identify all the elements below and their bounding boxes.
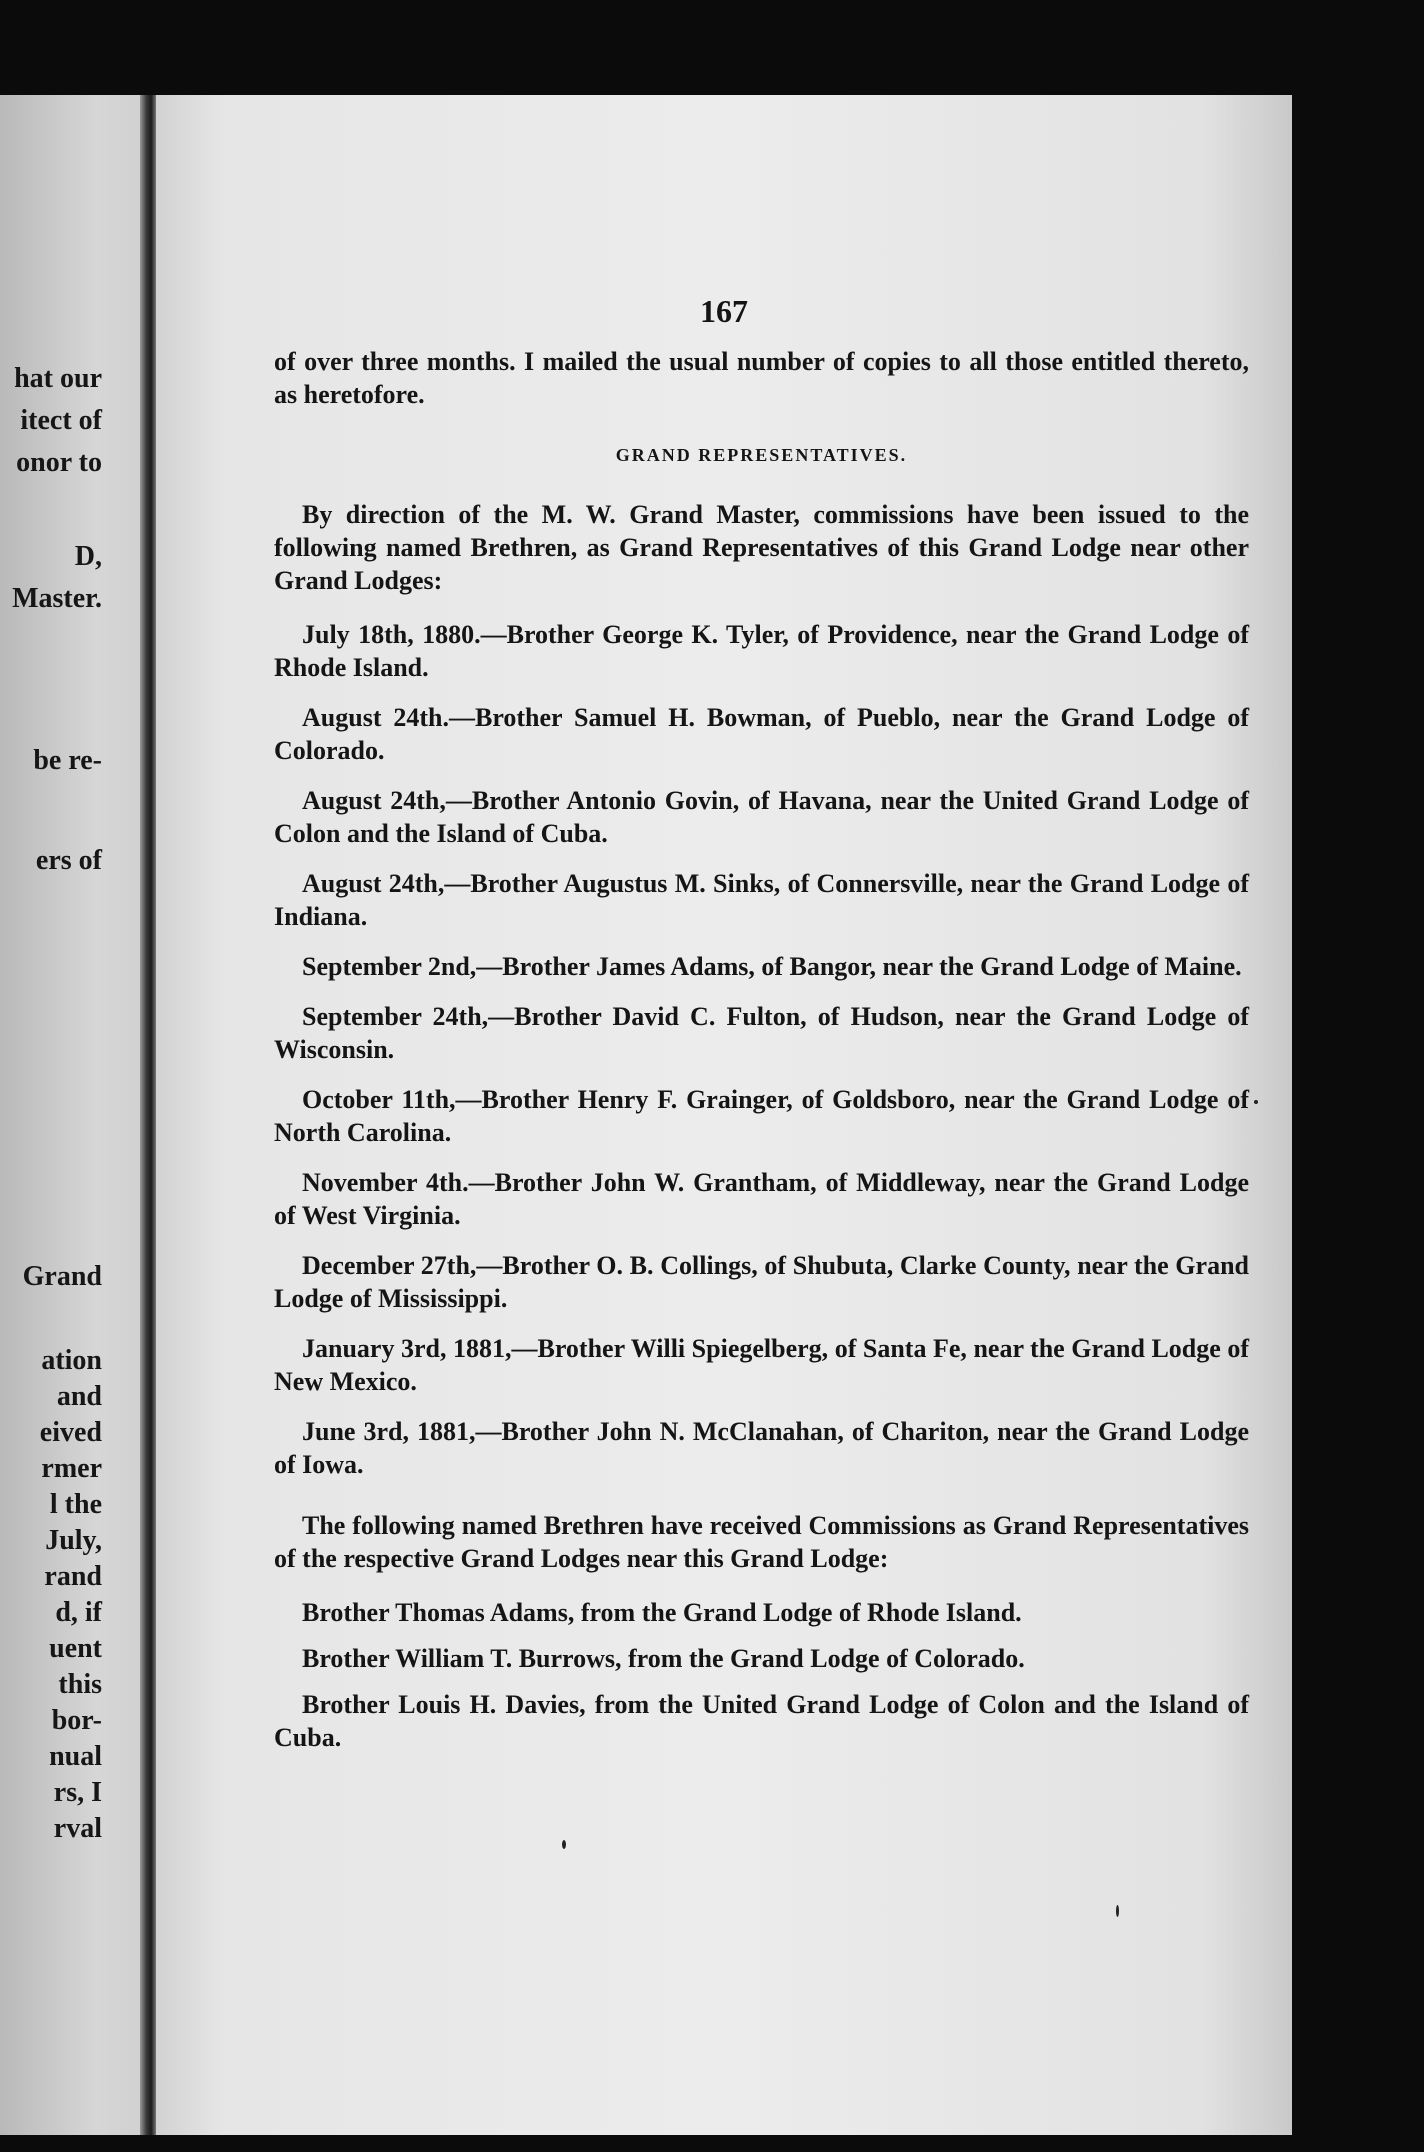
commission-entry: July 18th, 1880.—Brother George K. Tyler, of Providence, near the Grand Lodge of Rhode Island. <box>274 620 1249 682</box>
received-entry: Brother William T. Burrows, from the Grand Lodge of Colorado. <box>302 1644 1025 1673</box>
commission-entry: October 11th,—Brother Henry F. Grainger, of Goldsboro, near the Grand Lodge of North Carolina. <box>274 1085 1249 1147</box>
prev-page-line: eived <box>39 1417 102 1448</box>
prev-page-line: ers of <box>35 845 102 876</box>
prev-page-line: l the <box>49 1489 102 1520</box>
commission-entry: August 24th,—Brother Antonio Govin, of Havana, near the United Grand Lodge of Colon and the Island of Cuba. <box>274 786 1249 848</box>
intro-paragraph: of over three months. I mailed the usual number of copies to all those entitled thereto, as heretofore. <box>274 347 1249 409</box>
commission-entry: September 2nd,—Brother James Adams, of Bangor, near the Grand Lodge of Maine. <box>302 952 1242 981</box>
commission-intro-paragraph: By direction of the M. W. Grand Master, commissions have been issued to the following named Brethren, as Grand Representatives of this Grand Lodge near other Grand Lodges: <box>274 500 1249 595</box>
received-commission-list <box>274 1596 1249 1754</box>
commission-entry: September 24th,—Brother David C. Fulton, of Hudson, near the Grand Lodge of Wisconsin. <box>274 1002 1249 1064</box>
prev-page-line: Grand <box>22 1261 102 1292</box>
page-167 <box>156 95 1292 2135</box>
print-speck <box>562 1840 566 1849</box>
commission-entry: June 3rd, 1881,—Brother John N. McClanahan, of Chariton, near the Grand Lodge of Iowa. <box>274 1417 1249 1479</box>
commission-entry: January 3rd, 1881,—Brother Willi Spiegelberg, of Santa Fe, near the Grand Lodge of New Mexico. <box>274 1334 1249 1396</box>
print-speck <box>1254 1100 1258 1104</box>
commission-list <box>274 618 1249 1481</box>
prev-page-line: this <box>58 1669 102 1700</box>
prev-page-line: onor to <box>16 447 102 478</box>
prev-page-line: and <box>56 1381 102 1412</box>
prev-page-line: itect of <box>20 405 102 436</box>
received-intro-paragraph: The following named Brethren have received Commissions as Grand Representatives of the respective Grand Lodges near this Grand Lodge: <box>274 1511 1249 1573</box>
prev-page-line: rval <box>53 1813 102 1844</box>
page-body <box>274 345 1249 1767</box>
commission-entry: November 4th.—Brother John W. Grantham, of Middleway, near the Grand Lodge of West Virginia. <box>274 1168 1249 1230</box>
book-gutter <box>140 95 156 2135</box>
commission-entry: December 27th,—Brother O. B. Collings, of Shubuta, Clarke County, near the Grand Lodge of Mississippi. <box>274 1251 1249 1313</box>
prev-page-line: be re- <box>33 745 102 776</box>
commission-entry: August 24th,—Brother Augustus M. Sinks, of Connersville, near the Grand Lodge of Indiana. <box>274 869 1249 931</box>
page-number: 167 <box>700 293 748 329</box>
previous-page-fragment <box>0 95 160 2135</box>
received-entry: Brother Louis H. Davies, from the United Grand Lodge of Colon and the Island of Cuba. <box>274 1690 1249 1752</box>
prev-page-line: uent <box>49 1633 102 1664</box>
received-entry: Brother Thomas Adams, from the Grand Lodge of Rhode Island. <box>302 1598 1022 1627</box>
commission-entry: August 24th.—Brother Samuel H. Bowman, of Pueblo, near the Grand Lodge of Colorado. <box>274 703 1249 765</box>
prev-page-line: D, <box>74 541 102 572</box>
prev-page-line: rs, I <box>53 1777 102 1808</box>
prev-page-line: rmer <box>41 1453 102 1484</box>
prev-page-line: Master. <box>12 583 102 614</box>
prev-page-line: ation <box>41 1345 102 1376</box>
prev-page-line: July, <box>45 1525 102 1556</box>
print-speck <box>1116 1905 1119 1917</box>
prev-page-line: hat our <box>14 363 102 394</box>
prev-page-line: rand <box>44 1561 102 1592</box>
section-heading: GRAND REPRESENTATIVES. <box>615 445 908 465</box>
prev-page-line: nual <box>49 1741 102 1772</box>
prev-page-line: d, if <box>55 1597 102 1628</box>
prev-page-line: bor- <box>51 1705 102 1736</box>
